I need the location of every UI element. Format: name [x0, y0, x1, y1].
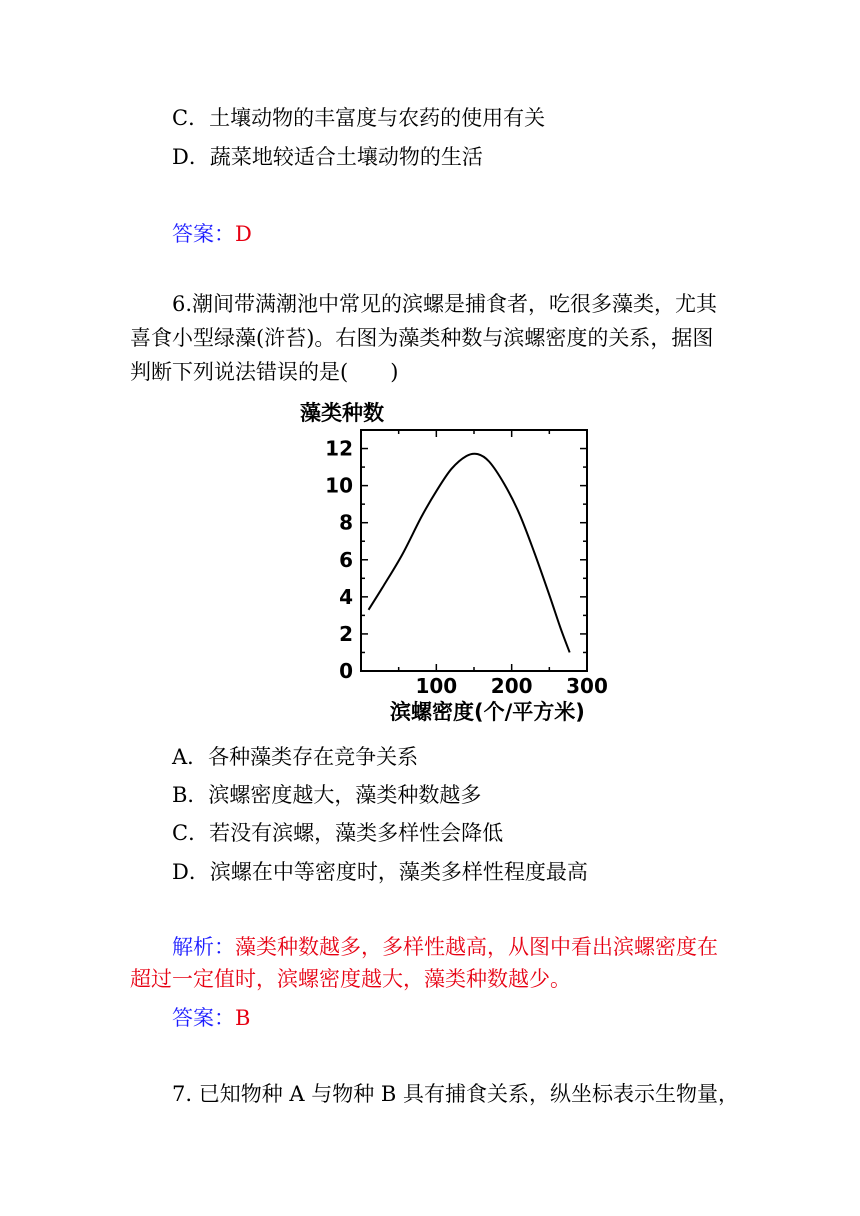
- explanation-label: 解析：: [172, 935, 235, 959]
- chart-series-line: [369, 454, 570, 653]
- answer-label: 答案：: [172, 222, 235, 246]
- y-tick-label: 12: [325, 436, 353, 461]
- option-d: D．滨螺在中等密度时，藻类多样性程度最高: [172, 860, 588, 884]
- question-6-stem: [130, 287, 734, 389]
- chart-plot-frame: [361, 430, 587, 671]
- x-tick-label: 200: [490, 674, 533, 698]
- y-tick-label: 8: [339, 510, 353, 535]
- answer-value: B: [235, 1006, 251, 1030]
- question-6-stem-text: 6.潮间带满潮池中常见的滨螺是捕食者，吃很多藻类，尤其喜食小型绿藻(浒苔)。右图为藻类种数与滨螺密度的关系，据图判断下列说法错误的是( ): [130, 292, 718, 384]
- option-c-prev: C．土壤动物的丰富度与农药的使用有关: [172, 106, 546, 130]
- x-tick-label: 100: [415, 674, 458, 698]
- option-b: B．滨螺密度越大，藻类种数越多: [172, 783, 482, 807]
- chart-ylabel: 藻类种数: [300, 401, 384, 425]
- y-tick-label: 10: [325, 473, 353, 498]
- option-a: A．各种藻类存在竞争关系: [172, 745, 419, 769]
- answer-label: 答案：: [172, 1006, 235, 1030]
- y-tick-label: 2: [339, 621, 353, 646]
- explanation: [130, 931, 734, 995]
- answer-6: [172, 1004, 250, 1032]
- option-d-prev: D．蔬菜地较适合土壤动物的生活: [172, 145, 483, 169]
- option-c: C．若没有滨螺，藻类多样性会降低: [172, 821, 504, 845]
- y-tick-label: 0: [339, 659, 353, 683]
- explanation-text: 藻类种数越多，多样性越高，从图中看出滨螺密度在超过一定值时，滨螺密度越大，藻类种数越少。: [130, 935, 718, 991]
- chart-xlabel: 滨螺密度(个/平方米): [390, 700, 585, 724]
- x-tick-label: 300: [566, 674, 608, 698]
- y-tick-label: 6: [339, 547, 353, 572]
- question-7-stem: 7. 已知物种 A 与物种 B 具有捕食关系，纵坐标表示生物量，: [172, 1082, 740, 1106]
- algae-species-chart: [290, 392, 620, 732]
- answer-prev: [172, 220, 252, 248]
- y-tick-label: 4: [339, 584, 353, 609]
- answer-value: D: [235, 222, 252, 246]
